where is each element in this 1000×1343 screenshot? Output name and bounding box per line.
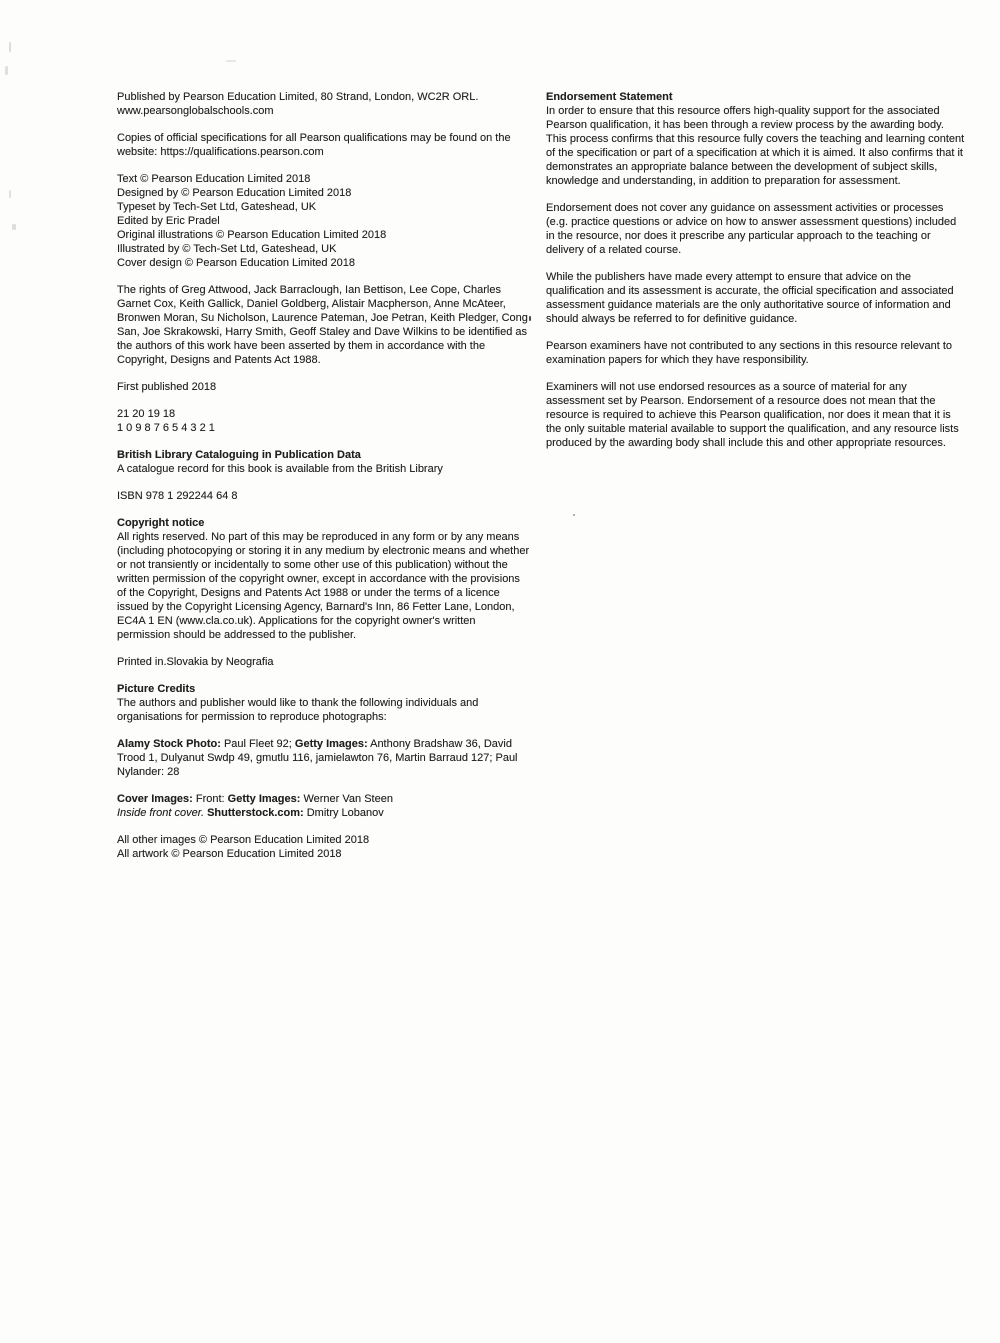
isbn-line: ISBN 978 1 292244 64 8 <box>117 490 238 502</box>
alamy-credit-text: Paul Fleet 92; <box>220 738 295 750</box>
copyright-body: All rights reserved. No part of this may be reproduced in any form or by any means (including photocopying or storing it in any medium by electronic means and whether or not transiently or incidentally to some other use of this publication) without the written permission of the copyright owner, except in accordance with the provisions of the Copyright, Designs and Patents Act 1988 or under the terms of a licence issued by the Copyright Licensing Agency, Barnard's Inn, 86 Fetter Lane, London, EC4A 1 EN (www.cla.co.uk). Applications for the copyright owner's written permission should be addressed to the publisher. <box>117 531 530 641</box>
scan-artifact-speck <box>529 316 531 321</box>
imprint-line-typeset: Typeset by Tech-Set Ltd, Gateshead, UK <box>117 201 317 213</box>
publisher-website: www.pearsonglobalschools.com <box>117 105 274 117</box>
print-run-line: 1 0 9 8 7 6 5 4 3 2 1 <box>117 422 215 434</box>
printers-key <box>117 407 531 435</box>
imprint-line-cover-design: Cover design © Pearson Education Limited 2018 <box>117 257 356 269</box>
endorsement-heading: Endorsement Statement <box>546 91 673 103</box>
endorsement-para-4: Pearson examiners have not contributed to any sections in this resource relevant to examination papers for which they have responsibility. <box>546 340 953 366</box>
right-column <box>546 90 966 463</box>
bl-text: A catalogue record for this book is available from the British Library <box>117 463 443 475</box>
cover-getty-label: Getty Images: <box>227 793 301 805</box>
bl-heading: British Library Cataloguing in Publication Data <box>117 449 361 461</box>
cover-credits <box>117 792 531 820</box>
left-column <box>117 90 531 874</box>
imprint-line-illustrated: Illustrated by © Tech-Set Ltd, Gateshead, UK <box>117 243 337 255</box>
shutterstock-text: Dmitry Lobanov <box>303 807 384 819</box>
picture-credits-intro: The authors and publisher would like to thank the following individuals and organisations for permission to reproduce photographs: <box>117 697 479 723</box>
british-library-cataloguing <box>117 448 531 476</box>
first-published: First published 2018 <box>117 381 217 393</box>
endorsement-para-5: Examiners will not use endorsed resources as a source of material for any assessment set by Pearson. Endorsement of a resource does not mean that the resource is required to achieve this Pearson qualification, nor does it mean that it is the only suitable material available to support the qualification, and any resource lists produced by the awarding body shall include this and other appropriate resources. <box>546 381 959 449</box>
publisher-address: Published by Pearson Education Limited, 80 Strand, London, WC2R ORL. <box>117 91 479 103</box>
specifications-note: Copies of official specifications for all Pearson qualifications may be found on the website: https://qualifications.pearson.com <box>117 132 511 158</box>
scan-artifact-edge-mark <box>12 224 16 230</box>
images-copyright-block <box>117 833 531 861</box>
shutterstock-label: Shutterstock.com: <box>204 807 304 819</box>
all-artwork-line: All artwork © Pearson Education Limited 2018 <box>117 848 342 860</box>
copyright-notice <box>117 516 531 642</box>
publisher-block <box>117 90 531 118</box>
alamy-label: Alamy Stock Photo: <box>117 738 221 750</box>
imprint-line-illustrations: Original illustrations © Pearson Education Limited 2018 <box>117 229 387 241</box>
picture-credits <box>117 682 531 724</box>
cover-images-label: Cover Images: <box>117 793 193 805</box>
imprint-line-text: Text © Pearson Education Limited 2018 <box>117 173 311 185</box>
cover-getty-text: Werner Van Steen <box>300 793 393 805</box>
getty-credit-text: Anthony Bradshaw 36, David Trood 1, Dulyanut Swdp 49, gmutlu 116, jamielawton 76, Martin Barraud 127; Paul Nylander: 28 <box>117 738 518 778</box>
scan-artifact-edge-mark <box>9 42 11 52</box>
authors-rights-paragraph: The rights of Greg Attwood, Jack Barraclough, Ian Bettison, Lee Cope, Charles Garnet Cox, Keith Gallick, Daniel Goldberg, Alistair Macpherson, Anne McAteer, Bronwen Moran, Su Nicholson, Laurence Pateman, Joe Petran, Keith Pledger, Cong San, Joe Skrakowski, Harry Smith, Geoff Staley and Dave Wilkins to be identified as the authors of this work have been asserted by them in accordance with the Copyright, Designs and Patents Act 1988. <box>117 284 528 366</box>
copyright-heading: Copyright notice <box>117 517 205 529</box>
endorsement-statement <box>546 90 966 188</box>
photo-credits-list <box>117 737 531 779</box>
scan-artifact-edge-mark <box>5 66 8 75</box>
imprint-line-designed: Designed by © Pearson Education Limited 2018 <box>117 187 352 199</box>
getty-label: Getty Images: <box>294 738 368 750</box>
printed-in-line: Printed in.Slovakia by Neografia <box>117 656 274 668</box>
endorsement-para-1: In order to ensure that this resource offers high-quality support for the associated Pearson qualification, it has been through a review process by the awarding body. This process confirms that this resource fully covers the teaching and learning content of the specification or part of a specification at which it is aimed. It also confirms that it demonstrates an appropriate balance between the development of subject skills, knowledge and understanding, in addition to preparation for assessment. <box>546 105 965 187</box>
imprint-line-edited: Edited by Eric Pradel <box>117 215 220 227</box>
all-other-images-line: All other images © Pearson Education Limited 2018 <box>117 834 370 846</box>
endorsement-para-2: Endorsement does not cover any guidance on assessment activities or processes (e.g. practice questions or advice on how to answer assessment questions) included in the resource, nor does it prescribe any particular approach to the teaching or delivery of a related course. <box>546 202 957 256</box>
print-year-line: 21 20 19 18 <box>117 408 176 420</box>
inside-front-cover-label: Inside front cover. <box>117 807 205 819</box>
endorsement-para-3: While the publishers have made every attempt to ensure that advice on the qualification and its assessment is accurate, the official specification and associated assessment guidance materials are the only authoritative source of information and should always be referred to for definitive guidance. <box>546 271 954 325</box>
cover-front-text: Front: <box>192 793 228 805</box>
scan-artifact-speck <box>573 514 575 516</box>
imprint-block <box>117 172 531 270</box>
scan-artifact-edge-mark <box>226 60 236 62</box>
scan-artifact-edge-mark <box>9 190 11 198</box>
picture-credits-heading: Picture Credits <box>117 683 196 695</box>
